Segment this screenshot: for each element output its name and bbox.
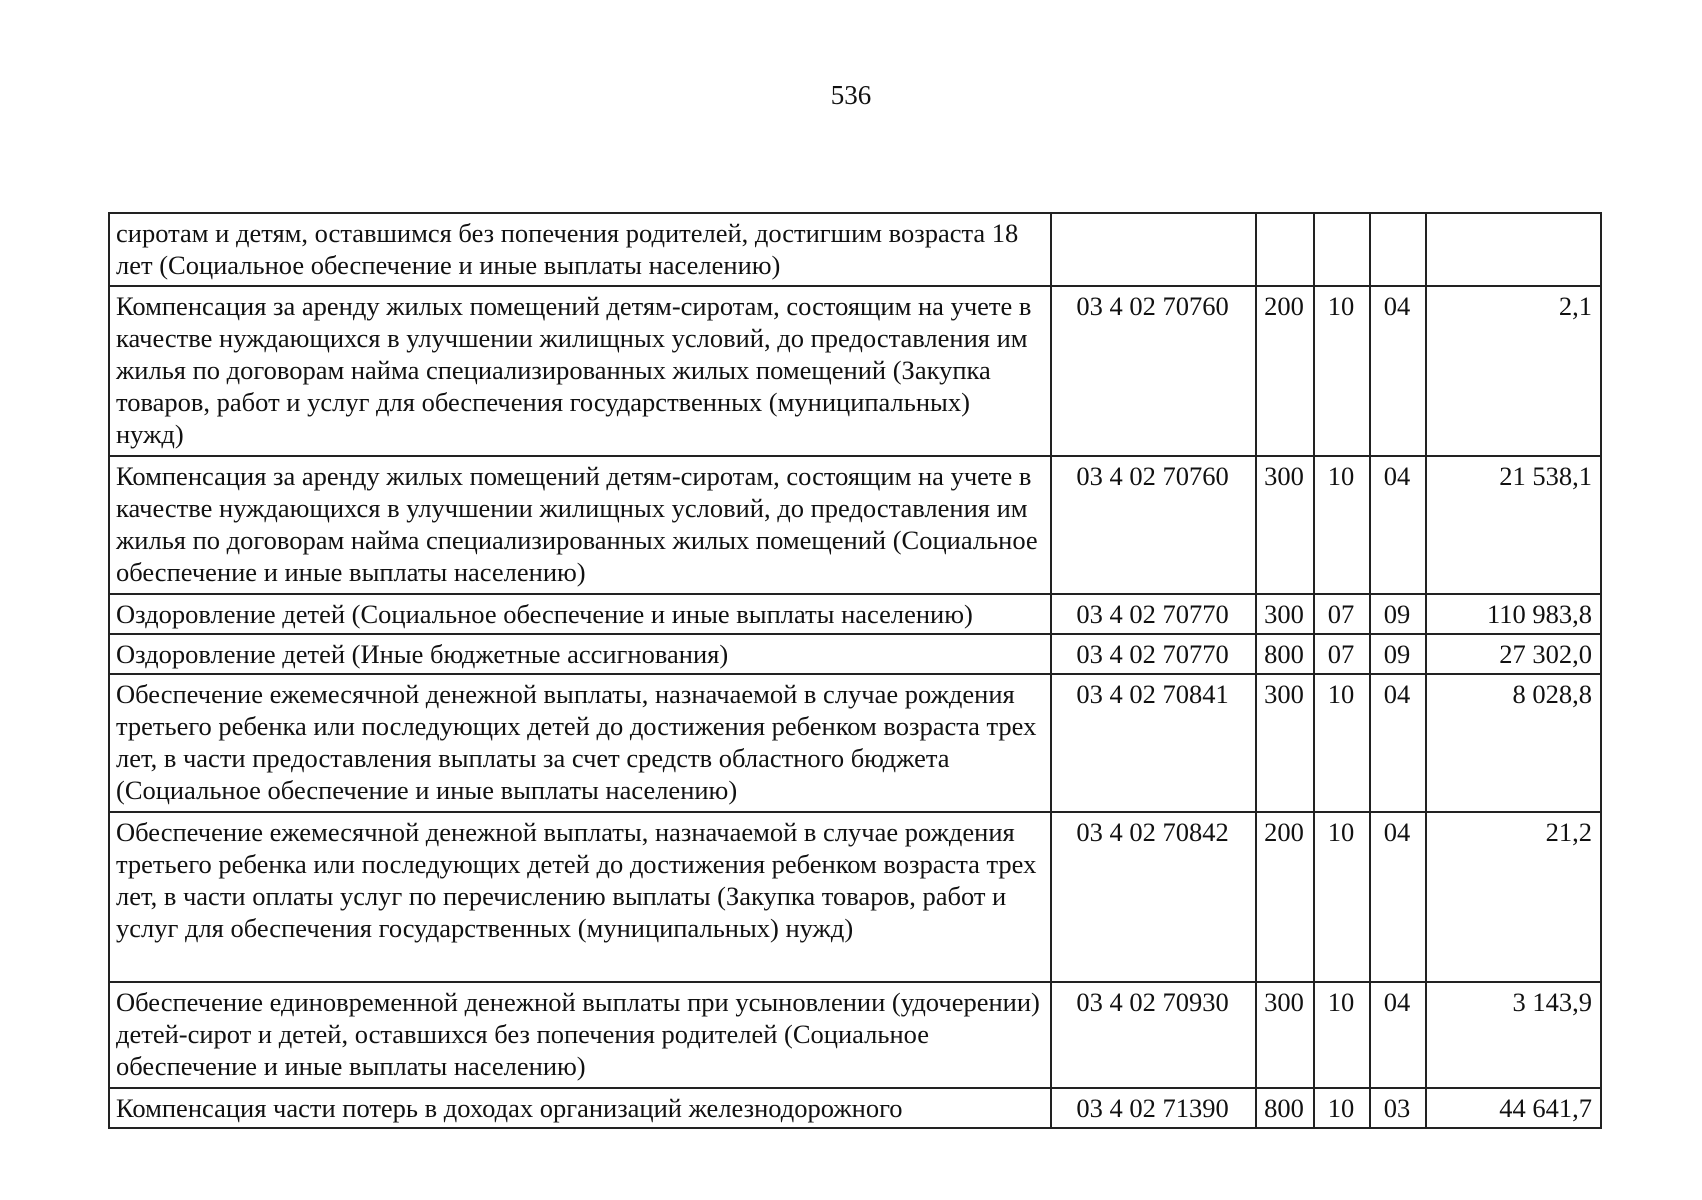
row-code-cell: 03 4 02 70842 [1051, 812, 1256, 982]
row-name-cell: Оздоровление детей (Социальное обеспечение и иные выплаты населению) [109, 594, 1051, 634]
row-pr-cell: 04 [1370, 812, 1426, 982]
row-rz-cell: 10 [1314, 982, 1370, 1088]
row-amount-cell: 44 641,7 [1426, 1088, 1601, 1128]
budget-table [108, 212, 1602, 1129]
row-code-cell: 03 4 02 70760 [1051, 286, 1256, 456]
row-amount-cell: 8 028,8 [1426, 674, 1601, 812]
row-pr-cell: 04 [1370, 456, 1426, 594]
row-amount-cell: 2,1 [1426, 286, 1601, 456]
row-pr-cell: 09 [1370, 634, 1426, 674]
row-name-cell: сиротам и детям, оставшимся без попечения родителей, достигшим возраста 18 лет (Социальное обеспечение и иные выплаты населению) [109, 213, 1051, 286]
table-row [109, 982, 1601, 1088]
row-amount-cell: 21 538,1 [1426, 456, 1601, 594]
row-amount-cell: 110 983,8 [1426, 594, 1601, 634]
row-amount-cell: 3 143,9 [1426, 982, 1601, 1088]
row-pr-cell: 09 [1370, 594, 1426, 634]
row-rz-cell: 10 [1314, 1088, 1370, 1128]
table-row [109, 674, 1601, 812]
row-name-cell: Компенсация за аренду жилых помещений детям-сиротам, состоящим на учете в качестве нуждающихся в улучшении жилищных условий, до предоставления им жилья по договорам найма специализированных жилых помещений (Социальное обеспечение и иные выплаты населению) [109, 456, 1051, 594]
table-row [109, 634, 1601, 674]
row-rz-cell: 10 [1314, 674, 1370, 812]
row-vr-cell: 800 [1256, 1088, 1314, 1128]
row-name-cell: Компенсация за аренду жилых помещений детям-сиротам, состоящим на учете в качестве нуждающихся в улучшении жилищных условий, до предоставления им жилья по договорам найма специализированных жилых помещений (Закупка товаров, работ и услуг для обеспечения государственных (муниципальных) нужд) [109, 286, 1051, 456]
row-pr-cell: 04 [1370, 674, 1426, 812]
row-code-cell [1051, 213, 1256, 286]
row-code-cell: 03 4 02 70930 [1051, 982, 1256, 1088]
row-rz-cell: 10 [1314, 456, 1370, 594]
row-vr-cell: 200 [1256, 812, 1314, 982]
row-rz-cell: 10 [1314, 812, 1370, 982]
row-pr-cell [1370, 213, 1426, 286]
table-row [109, 812, 1601, 982]
table-row [109, 1088, 1601, 1128]
row-name-cell: Компенсация части потерь в доходах организаций железнодорожного [109, 1088, 1051, 1128]
row-amount-cell [1426, 213, 1601, 286]
table-row [109, 456, 1601, 594]
row-name-cell: Обеспечение ежемесячной денежной выплаты, назначаемой в случае рождения третьего ребенка или последующих детей до достижения ребенком возраста трех лет, в части предоставления выплаты за счет средств областного бюджета (Социальное обеспечение и иные выплаты населению) [109, 674, 1051, 812]
table-row [109, 213, 1601, 286]
row-code-cell: 03 4 02 70770 [1051, 634, 1256, 674]
row-vr-cell: 300 [1256, 594, 1314, 634]
table-row [109, 286, 1601, 456]
row-pr-cell: 03 [1370, 1088, 1426, 1128]
row-pr-cell: 04 [1370, 982, 1426, 1088]
row-vr-cell: 300 [1256, 674, 1314, 812]
row-rz-cell: 10 [1314, 286, 1370, 456]
row-vr-cell: 300 [1256, 456, 1314, 594]
row-rz-cell: 07 [1314, 634, 1370, 674]
row-rz-cell: 07 [1314, 594, 1370, 634]
row-code-cell: 03 4 02 71390 [1051, 1088, 1256, 1128]
row-amount-cell: 21,2 [1426, 812, 1601, 982]
row-rz-cell [1314, 213, 1370, 286]
row-code-cell: 03 4 02 70770 [1051, 594, 1256, 634]
row-vr-cell [1256, 213, 1314, 286]
page-number: 536 [830, 80, 872, 110]
row-code-cell: 03 4 02 70841 [1051, 674, 1256, 812]
table-row [109, 594, 1601, 634]
row-vr-cell: 200 [1256, 286, 1314, 456]
row-name-cell: Обеспечение ежемесячной денежной выплаты, назначаемой в случае рождения третьего ребенка или последующих детей до достижения ребенком возраста трех лет, в части оплаты услуг по перечислению выплаты (Закупка товаров, работ и услуг для обеспечения государственных (муниципальных) нужд) [109, 812, 1051, 982]
row-amount-cell: 27 302,0 [1426, 634, 1601, 674]
row-vr-cell: 800 [1256, 634, 1314, 674]
row-vr-cell: 300 [1256, 982, 1314, 1088]
row-name-cell: Обеспечение единовременной денежной выплаты при усыновлении (удочерении) детей-сирот и детей, оставшихся без попечения родителей (Социальное обеспечение и иные выплаты населению) [109, 982, 1051, 1088]
row-name-cell: Оздоровление детей (Иные бюджетные ассигнования) [109, 634, 1051, 674]
row-code-cell: 03 4 02 70760 [1051, 456, 1256, 594]
row-pr-cell: 04 [1370, 286, 1426, 456]
